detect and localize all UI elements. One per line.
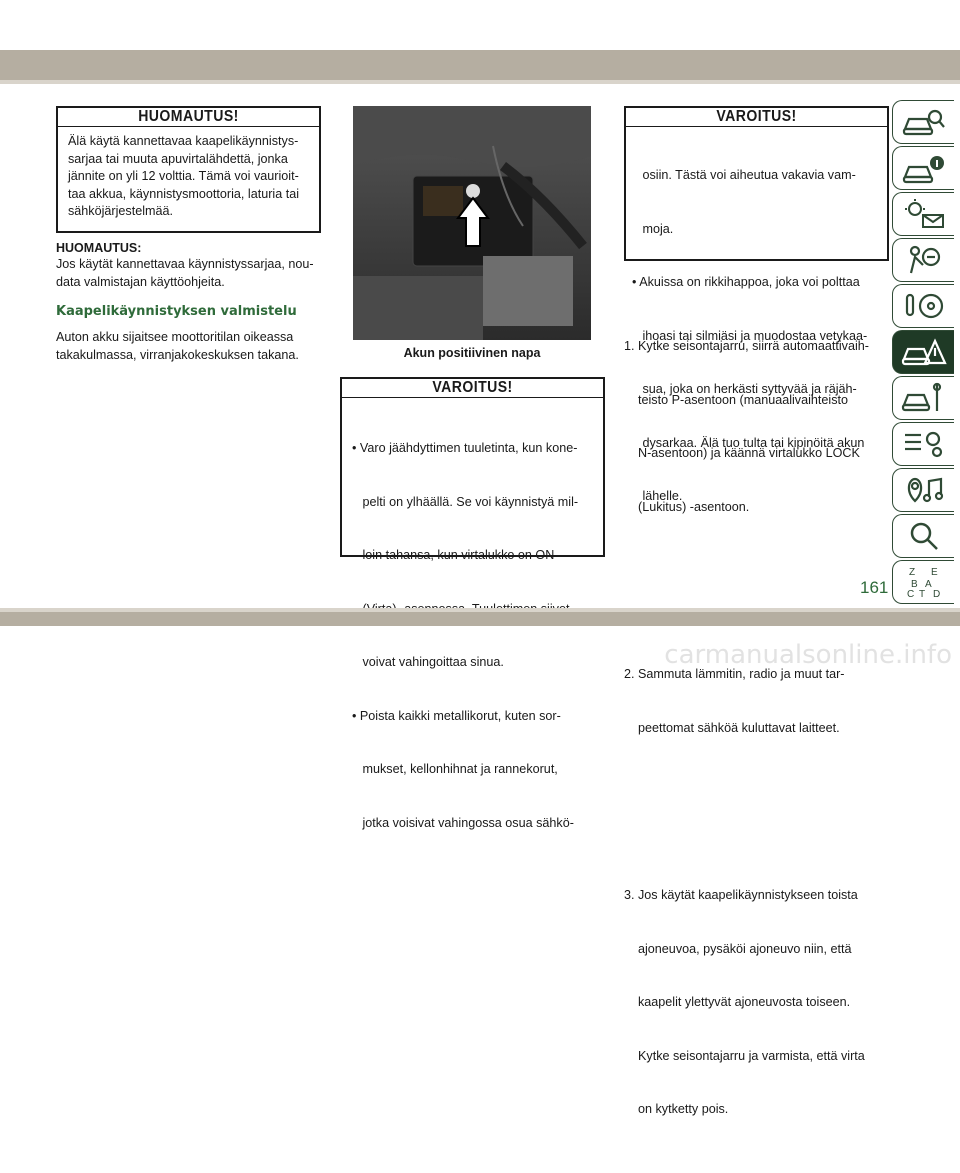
- step-line: Kytke seisontajarru ja varmista, että virta: [624, 1048, 865, 1063]
- svg-text:A: A: [924, 579, 932, 590]
- warning-box-middle: [340, 377, 605, 830]
- warning-line: osiin. Tästä voi aiheutua vakavia vam-: [632, 168, 856, 182]
- warning-line: loin tahansa, kun virtalukko on ON: [352, 548, 555, 562]
- music-location-icon: [901, 473, 947, 507]
- step-line: on kytketty pois.: [624, 1102, 729, 1116]
- step-line: kaapelit ylettyvät ajoneuvosta toiseen.: [624, 995, 851, 1009]
- bottom-decorative-band: [0, 612, 960, 626]
- warning-line: voivat vahingoittaa sinua.: [352, 655, 504, 669]
- tab-car-info[interactable]: [892, 146, 954, 190]
- step-line: 2. Sammuta lämmitin, radio ja muut tar-: [624, 667, 845, 681]
- photo-caption: Akun positiivinen napa: [403, 346, 541, 360]
- notice-line: sähköjärjestelmää.: [68, 204, 173, 218]
- steps-list: [624, 266, 892, 1173]
- car-info-icon: [901, 151, 947, 185]
- warning-box-heading: VAROITUS!: [432, 379, 513, 396]
- svg-text:T: T: [918, 589, 925, 599]
- svg-text:E: E: [930, 567, 938, 578]
- warning-line: pelti on ylhäällä. Se voi käynnistyä mil-: [352, 494, 579, 509]
- notice-line: Älä käytä kannettavaa kaapelikäynnistys-: [68, 134, 299, 148]
- note-line: Jos käytät kannettavaa käynnistyssarjaa, nou-: [56, 257, 314, 271]
- shifter-steering-icon: [901, 289, 947, 323]
- tab-shifter[interactable]: [892, 284, 954, 328]
- tab-list-gears[interactable]: [892, 422, 954, 466]
- section-heading: Kaapelikäynnistyksen valmistelu: [56, 304, 297, 319]
- search-icon: [901, 519, 947, 553]
- step-line: ajoneuvoa, pysäköi ajoneuvo niin, että: [624, 941, 852, 956]
- car-wrench-icon: [901, 381, 947, 415]
- battery-photo: [353, 106, 591, 340]
- list-gears-icon: [901, 427, 947, 461]
- notice-line: taa akkua, käynnistysmoottoria, laturia tai: [68, 186, 299, 201]
- top-decorative-band: [0, 50, 960, 80]
- tab-car-wrench[interactable]: [892, 376, 954, 420]
- svg-text:Z: Z: [908, 567, 915, 578]
- tab-car-hazard[interactable]: [892, 330, 954, 374]
- car-magnifier-icon: [901, 105, 947, 139]
- notice-box: [56, 106, 321, 233]
- warning-line: jotka voisivat vahingossa osua sähkö-: [352, 815, 574, 830]
- note-label: HUOMAUTUS:: [56, 241, 142, 255]
- tab-alphabet-index[interactable]: [892, 560, 954, 604]
- top-decorative-band-light: [0, 80, 960, 84]
- notice-line: jännite on yli 12 volttia. Tämä voi vaurioit-: [68, 169, 299, 183]
- airbag-person-icon: [901, 243, 947, 277]
- tab-airbag[interactable]: [892, 238, 954, 282]
- step-line: peettomat sähköä kuluttavat laitteet.: [624, 720, 840, 735]
- warning-line: moja.: [632, 221, 674, 236]
- warning-line: ihoasi tai silmiäsi ja muodostaa vetykaa-: [632, 328, 868, 343]
- alphabet-index-icon: [901, 565, 947, 599]
- notice-line: sarjaa tai muuta apuvirtalähdettä, jonka: [68, 151, 288, 166]
- notice-box-heading: HUOMAUTUS!: [138, 108, 239, 125]
- step-line: 3. Jos käytät kaapelikäynnistykseen toista: [624, 888, 858, 902]
- warning-line: • Varo jäähdyttimen tuuletinta, kun kone-: [352, 441, 578, 455]
- step-item: [624, 302, 892, 552]
- svg-text:B: B: [910, 579, 918, 590]
- warning-box-heading: VAROITUS!: [716, 108, 797, 125]
- step-line: 1. Kytke seisontajarru, siirrä automaattivaih-: [624, 339, 869, 353]
- step-line: teisto P-asentoon (manuaalivaihteisto: [624, 392, 849, 407]
- step-item: [624, 851, 892, 1155]
- tab-warning-lights[interactable]: [892, 192, 954, 236]
- section-line: Auton akku sijaitsee moottoritilan oikeassa: [56, 330, 294, 344]
- step-line: N-asentoon) ja käännä virtalukko LOCK: [624, 446, 860, 460]
- tab-car-magnifier[interactable]: [892, 100, 954, 144]
- tab-music-location[interactable]: [892, 468, 954, 512]
- svg-text:D: D: [932, 589, 940, 599]
- warning-line: lähelle.: [632, 489, 683, 503]
- warning-line: • Poista kaikki metallikorut, kuten sor-: [352, 708, 561, 723]
- step-line: (Lukitus) -asentoon.: [624, 499, 750, 514]
- tab-search[interactable]: [892, 514, 954, 558]
- section-line: takakulmassa, virranjakokeskuksen takana.: [56, 347, 299, 362]
- warning-lights-message-icon: [901, 197, 947, 231]
- page-number: 161: [860, 578, 889, 597]
- svg-text:C: C: [906, 589, 914, 599]
- warning-line: mukset, kellonhihnat ja rannekorut,: [352, 762, 558, 776]
- warning-line: sua, joka on herkästi syttyvää ja räjäh-: [632, 382, 857, 396]
- warning-line: dysarkaa. Älä tuo tulta tai kipinöitä akun: [632, 435, 865, 450]
- car-hazard-icon: [901, 335, 947, 369]
- watermark: carmanualsonline.info: [664, 640, 952, 670]
- note-line: data valmistajan käyttöohjeita.: [56, 274, 225, 289]
- warning-line: • Akuissa on rikkihappoa, joka voi polttaa: [632, 275, 860, 289]
